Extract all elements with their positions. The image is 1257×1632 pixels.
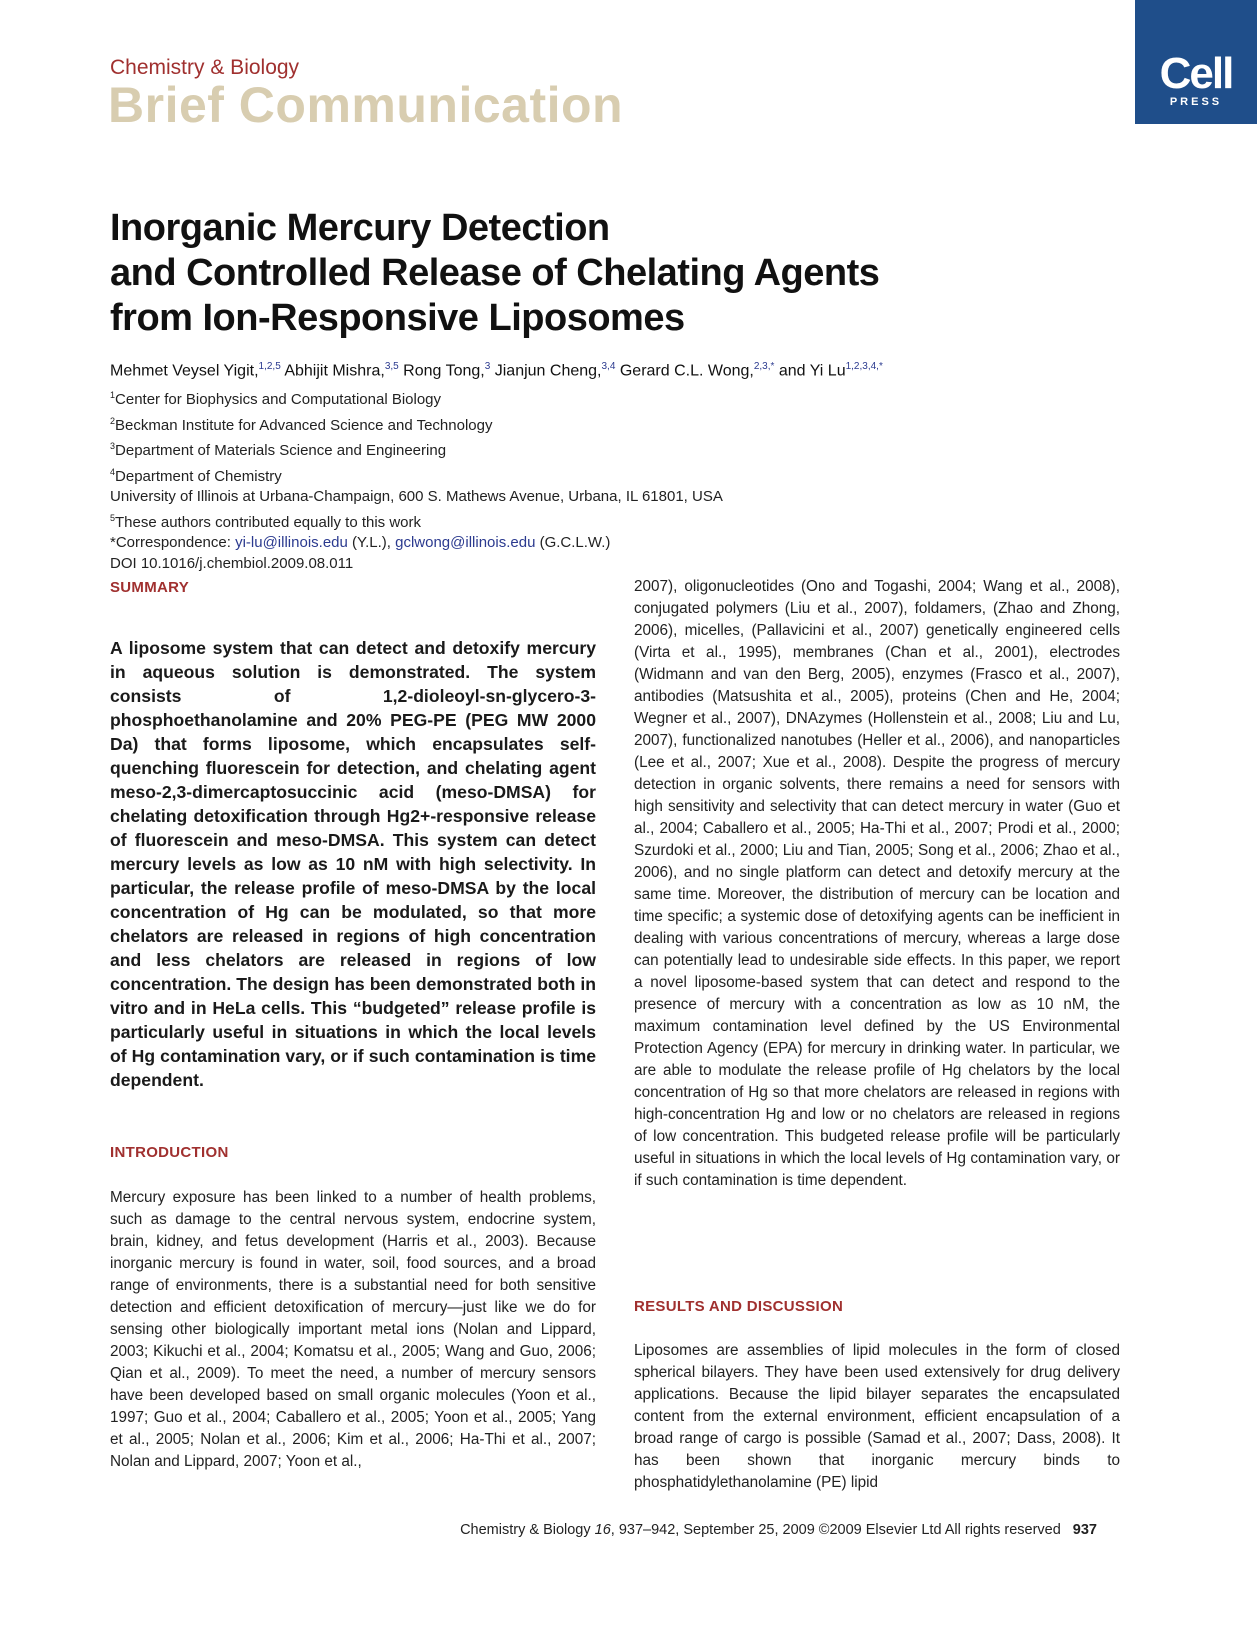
cell-press-logo <box>1135 0 1257 124</box>
introduction-heading: INTRODUCTION <box>110 1144 229 1161</box>
author-affil: 1,2,5 <box>258 361 281 372</box>
correspondence-text: (G.C.L.W.) <box>535 534 611 551</box>
affiliation <box>110 508 723 534</box>
author-name: Jianjun Cheng, <box>494 362 602 380</box>
title-line: Inorganic Mercury Detection <box>110 207 610 249</box>
affil-number: 5 <box>110 512 116 523</box>
affil-text: Department of Materials Science and Engineering <box>115 442 447 459</box>
affil-number: 2 <box>110 415 116 426</box>
author-affil: 3 <box>484 361 491 372</box>
logo-word: Cell <box>1159 49 1233 98</box>
affil-number: 3 <box>110 441 116 451</box>
page-footer <box>460 1522 1097 1538</box>
email-link-gclw[interactable]: gclwong@illinois.edu <box>395 534 536 551</box>
introduction-continued-text: 2007), oligonucleotides (Ono and Togashi, 2004; Wang et al., 2008), conjugated polymers (Liu et al., 2007), foldamers, (Zhao and Zhong, 2006), micelles, (Pallavicini et al., 2007) genetically engineered cells (Virta et al., 1995), membranes (Chan et al., 2001), electrodes (Widmann and van den Berg, 2005), enzymes (Frasco et al., 2007), antibodies (Matsushita et al., 2005), proteins (Chen and He, 2004; Wegner et al., 2007), DNAzymes (Hollenstein et al., 2008; Liu and Lu, 2007), functionalized nanotubes (Heller et al., 2006), and nanoparticles (Lee et al., 2007; Xue et al., 2008). Despite the progress of mercury detection in organic solvents, there remains a need for sensors with high sensitivity and selectivity that can detect mercury in water (Guo et al., 2004; Caballero et al., 2005; Ha-Thi et al., 2007; Prodi et al., 2000; Szurdoki et al., 2000; Liu and Tian, 2005; Song et al., 2006; Zhao et al., 2006), and no single platform can detect and detoxify mercury at the same time. Moreover, the distribution of mercury can be location and time specific; a systemic dose of detoxifying agents can be inefficient in dealing with various concentrations of mercury, whereas a large dose can potentially lead to undesirable side effects. In this paper, we report a novel liposome-based system that can detect and respond to the presence of mercury with a concentration as low as 10 nM, the maximum contamination level defined by the US Environmental Protection Agency (EPA) for mercury in drinking water. In particular, we are able to modulate the release profile of Hg chelators by the local concentration of Hg so that more chelators are released in regions with high-concentration Hg and low or no chelators are released in regions of low concentration. This budgeted release profile will be particularly useful in situations in which the local levels of Hg contamination vary, or if such contamination is time dependent. <box>634 578 1120 1189</box>
doi: DOI 10.1016/j.chembiol.2009.08.011 <box>110 554 354 572</box>
logo-sub: PRESS <box>1169 96 1223 108</box>
email-link-yl[interactable]: yi-lu@illinois.edu <box>235 534 348 551</box>
author-affil: 3,4 <box>601 361 616 372</box>
affil-text: Beckman Institute for Advanced Science and Technology <box>115 416 493 434</box>
author-affil: 3,5 <box>384 361 399 372</box>
title-line: and Controlled Release of Chelating Agents <box>110 252 880 294</box>
affil-number: 4 <box>110 466 116 477</box>
footer-citation: , 937–942, September 25, 2009 ©2009 Elsevier Ltd All rights reserved <box>610 1522 1061 1538</box>
correspondence-label: *Correspondence: <box>110 534 236 551</box>
affiliation <box>110 411 723 437</box>
journal-name: Chemistry & Biology <box>110 56 300 79</box>
author-name: Mehmet Veysel Yigit, <box>110 362 259 380</box>
affil-text: Department of Chemistry <box>115 467 282 485</box>
affiliation <box>110 487 723 508</box>
affil-number: 1 <box>110 390 116 400</box>
footer-volume: 16 <box>594 1522 611 1538</box>
author-name: and Yi Lu <box>778 362 846 380</box>
introduction-text: Mercury exposure has been linked to a number of health problems, such as damage to the central nervous system, endocrine system, brain, kidney, and fetus development (Harris et al., 2003). Because inorganic mercury is found in water, soil, food sources, and a broad range of environments, there is a substantial need for both sensitive detection and efficient detoxification of mercury—just like we do for sensing other biologically important metal ions (Nolan and Lippard, 2003; Kikuchi et al., 2004; Komatsu et al., 2005; Wang and Guo, 2006; Qian et al., 2009). To meet the need, a number of mercury sensors have been developed based on small organic molecules (Yoon et al., 1997; Guo et al., 2004; Caballero et al., 2005; Yoon et al., 2005; Yang et al., 2005; Nolan et al., 2006; Kim et al., 2006; Ha-Thi et al., 2007; Nolan and Lippard, 2007; Yoon et al., <box>110 1189 596 1470</box>
author-name: Rong Tong, <box>403 362 485 380</box>
summary-text: A liposome system that can detect and detoxify mercury in aqueous solution is demonstrated. The system consists of 1,2-dioleoyl-sn-glycero-3-phosphoethanolamine and 20% PEG-PE (PEG MW 2000 Da) that forms liposome, which encapsulates self-quenching fluorescein for detection, and chelating agent meso-2,3-dimercaptosuccinic acid (meso-DMSA) for chelating detoxification through Hg2+-responsive release of fluorescein and meso-DMSA. This system can detect mercury levels as low as 10 nM with high selectivity. In particular, the release profile of meso-DMSA by the local concentration of Hg can be modulated, so that more chelators are released in regions of high concentration and less chelators are released in regions of low concentration. The design has been demonstrated both in vitro and in HeLa cells. This “budgeted” release profile is particularly useful in situations in which the local levels of Hg contamination vary, or if such contamination is time dependent. <box>110 638 596 1090</box>
affil-text: University of Illinois at Urbana-Champaign, 600 S. Mathews Avenue, Urbana, IL 61801, USA <box>110 488 723 505</box>
summary-heading: SUMMARY <box>110 579 190 596</box>
affiliations <box>110 385 723 574</box>
author-name: Gerard C.L. Wong, <box>619 362 754 380</box>
author-affil: 1,2,3,4,* <box>845 361 883 372</box>
affil-text: Center for Biophysics and Computational Biology <box>115 391 442 408</box>
affiliation <box>110 385 723 411</box>
title-line: from Ion-Responsive Liposomes <box>110 297 685 339</box>
results-heading: RESULTS AND DISCUSSION <box>634 1298 844 1315</box>
author-affil: 2,3,* <box>753 361 775 372</box>
page-number: 937 <box>1072 1522 1097 1538</box>
affiliation <box>110 462 723 488</box>
author-list <box>110 361 883 380</box>
article-title <box>110 206 1010 341</box>
correspondence <box>110 533 723 554</box>
affiliation <box>110 436 723 462</box>
affil-text: These authors contributed equally to this work <box>115 513 422 531</box>
correspondence-text: (Y.L.), <box>347 534 396 551</box>
author-name: Abhijit Mishra, <box>284 362 385 380</box>
footer-journal: Chemistry & Biology <box>460 1522 595 1538</box>
results-text: Liposomes are assemblies of lipid molecules in the form of closed spherical bilayers. They have been used extensively for drug delivery applications. Because the lipid bilayer separates the encapsulated content from the external environment, efficient encapsulation of a broad range of cargo is possible (Samad et al., 2007; Dass, 2008). It has been shown that inorganic mercury binds to phosphatidylethanolamine (PE) lipid <box>634 1342 1120 1491</box>
article-type: Brief Communication <box>108 77 624 133</box>
